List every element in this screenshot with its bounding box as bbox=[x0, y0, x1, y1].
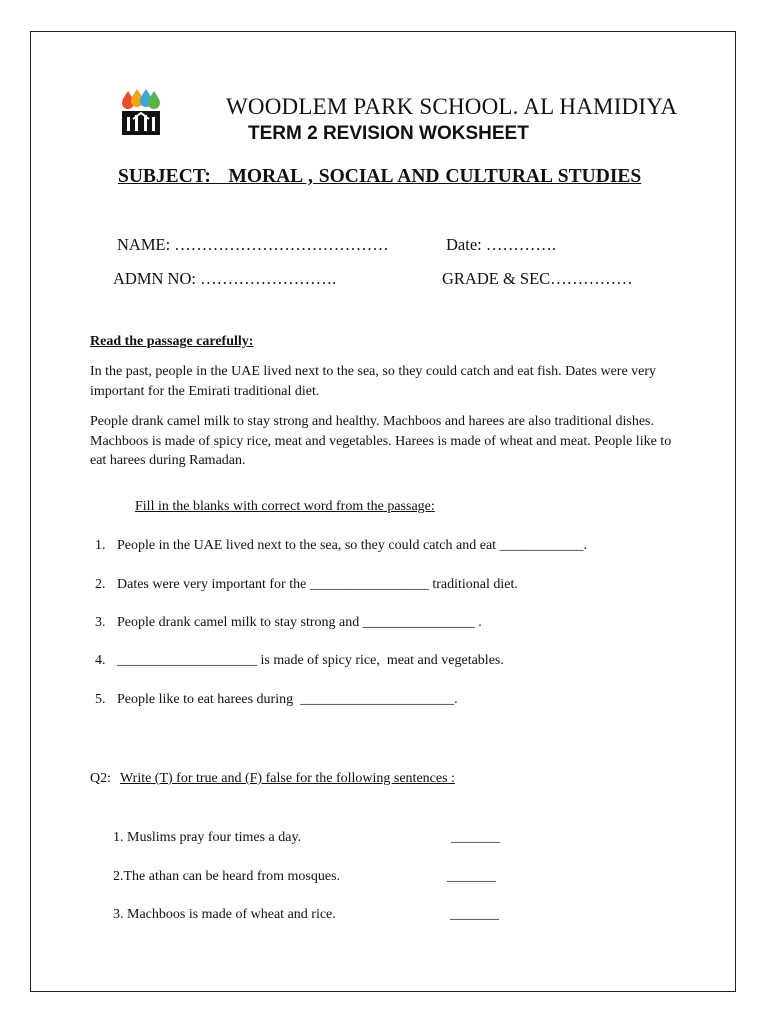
question-number: 3. bbox=[95, 615, 106, 630]
name-field[interactable]: NAME: ………………………………… bbox=[117, 235, 389, 254]
grade-section-field[interactable]: GRADE & SEC…………… bbox=[442, 269, 633, 288]
true-false-answer-blank-2[interactable]: _______ bbox=[447, 869, 496, 884]
fill-blank-question-5[interactable]: People like to eat harees during ______________________. bbox=[117, 692, 458, 707]
passage-paragraph-1: In the past, people in the UAE lived next to the sea, so they could catch and eat fish. Dates were very important for the Emirati traditional diet. bbox=[90, 364, 657, 399]
passage-heading: Read the passage carefully: bbox=[90, 334, 254, 349]
true-false-answer-blank-1[interactable]: _______ bbox=[451, 830, 500, 845]
fill-blanks-instruction: Fill in the blanks with correct word from the passage: bbox=[135, 499, 435, 514]
true-false-statement-3: 3. Machboos is made of wheat and rice. bbox=[113, 907, 336, 922]
fill-blank-question-4[interactable]: ____________________ is made of spicy rice, meat and vegetables. bbox=[117, 653, 504, 668]
question-number: 5. bbox=[95, 692, 106, 707]
true-false-statement-2: 2.The athan can be heard from mosques. bbox=[113, 869, 341, 884]
passage-paragraph-2: People drank camel milk to stay strong and healthy. Machboos and harees are also traditional dishes. Machboos is made of spicy rice, meat and vegetables. Harees is made of wheat and meat. People like to eat harees during Ramadan. bbox=[90, 414, 672, 468]
question-number: 4. bbox=[95, 653, 106, 668]
q2-label: Q2: bbox=[90, 771, 111, 786]
fill-blank-question-2[interactable]: Dates were very important for the _________________ traditional diet. bbox=[117, 577, 518, 592]
true-false-answer-blank-3[interactable]: _______ bbox=[450, 907, 499, 922]
question-number: 2. bbox=[95, 577, 106, 592]
school-name: WOODLEM PARK SCHOOL. AL HAMIDIYA bbox=[226, 94, 678, 119]
fill-blank-question-1[interactable]: People in the UAE lived next to the sea, so they could catch and eat ____________. bbox=[117, 538, 588, 553]
true-false-statement-1: 1. Muslims pray four times a day. bbox=[113, 830, 302, 845]
subject-heading: SUBJECT: MORAL , SOCIAL AND CULTURAL STUDIES bbox=[118, 166, 642, 187]
admission-number-field[interactable]: ADMN NO: ……………………. bbox=[113, 269, 337, 288]
question-number: 1. bbox=[95, 538, 106, 553]
worksheet-title: TERM 2 REVISION WOKSHEET bbox=[248, 123, 529, 144]
fill-blank-question-3[interactable]: People drank camel milk to stay strong and ________________ . bbox=[117, 615, 482, 630]
true-false-instruction: Write (T) for true and (F) false for the following sentences : bbox=[120, 771, 455, 786]
school-logo-icon bbox=[122, 89, 160, 135]
date-field[interactable]: Date: …………. bbox=[446, 235, 556, 254]
